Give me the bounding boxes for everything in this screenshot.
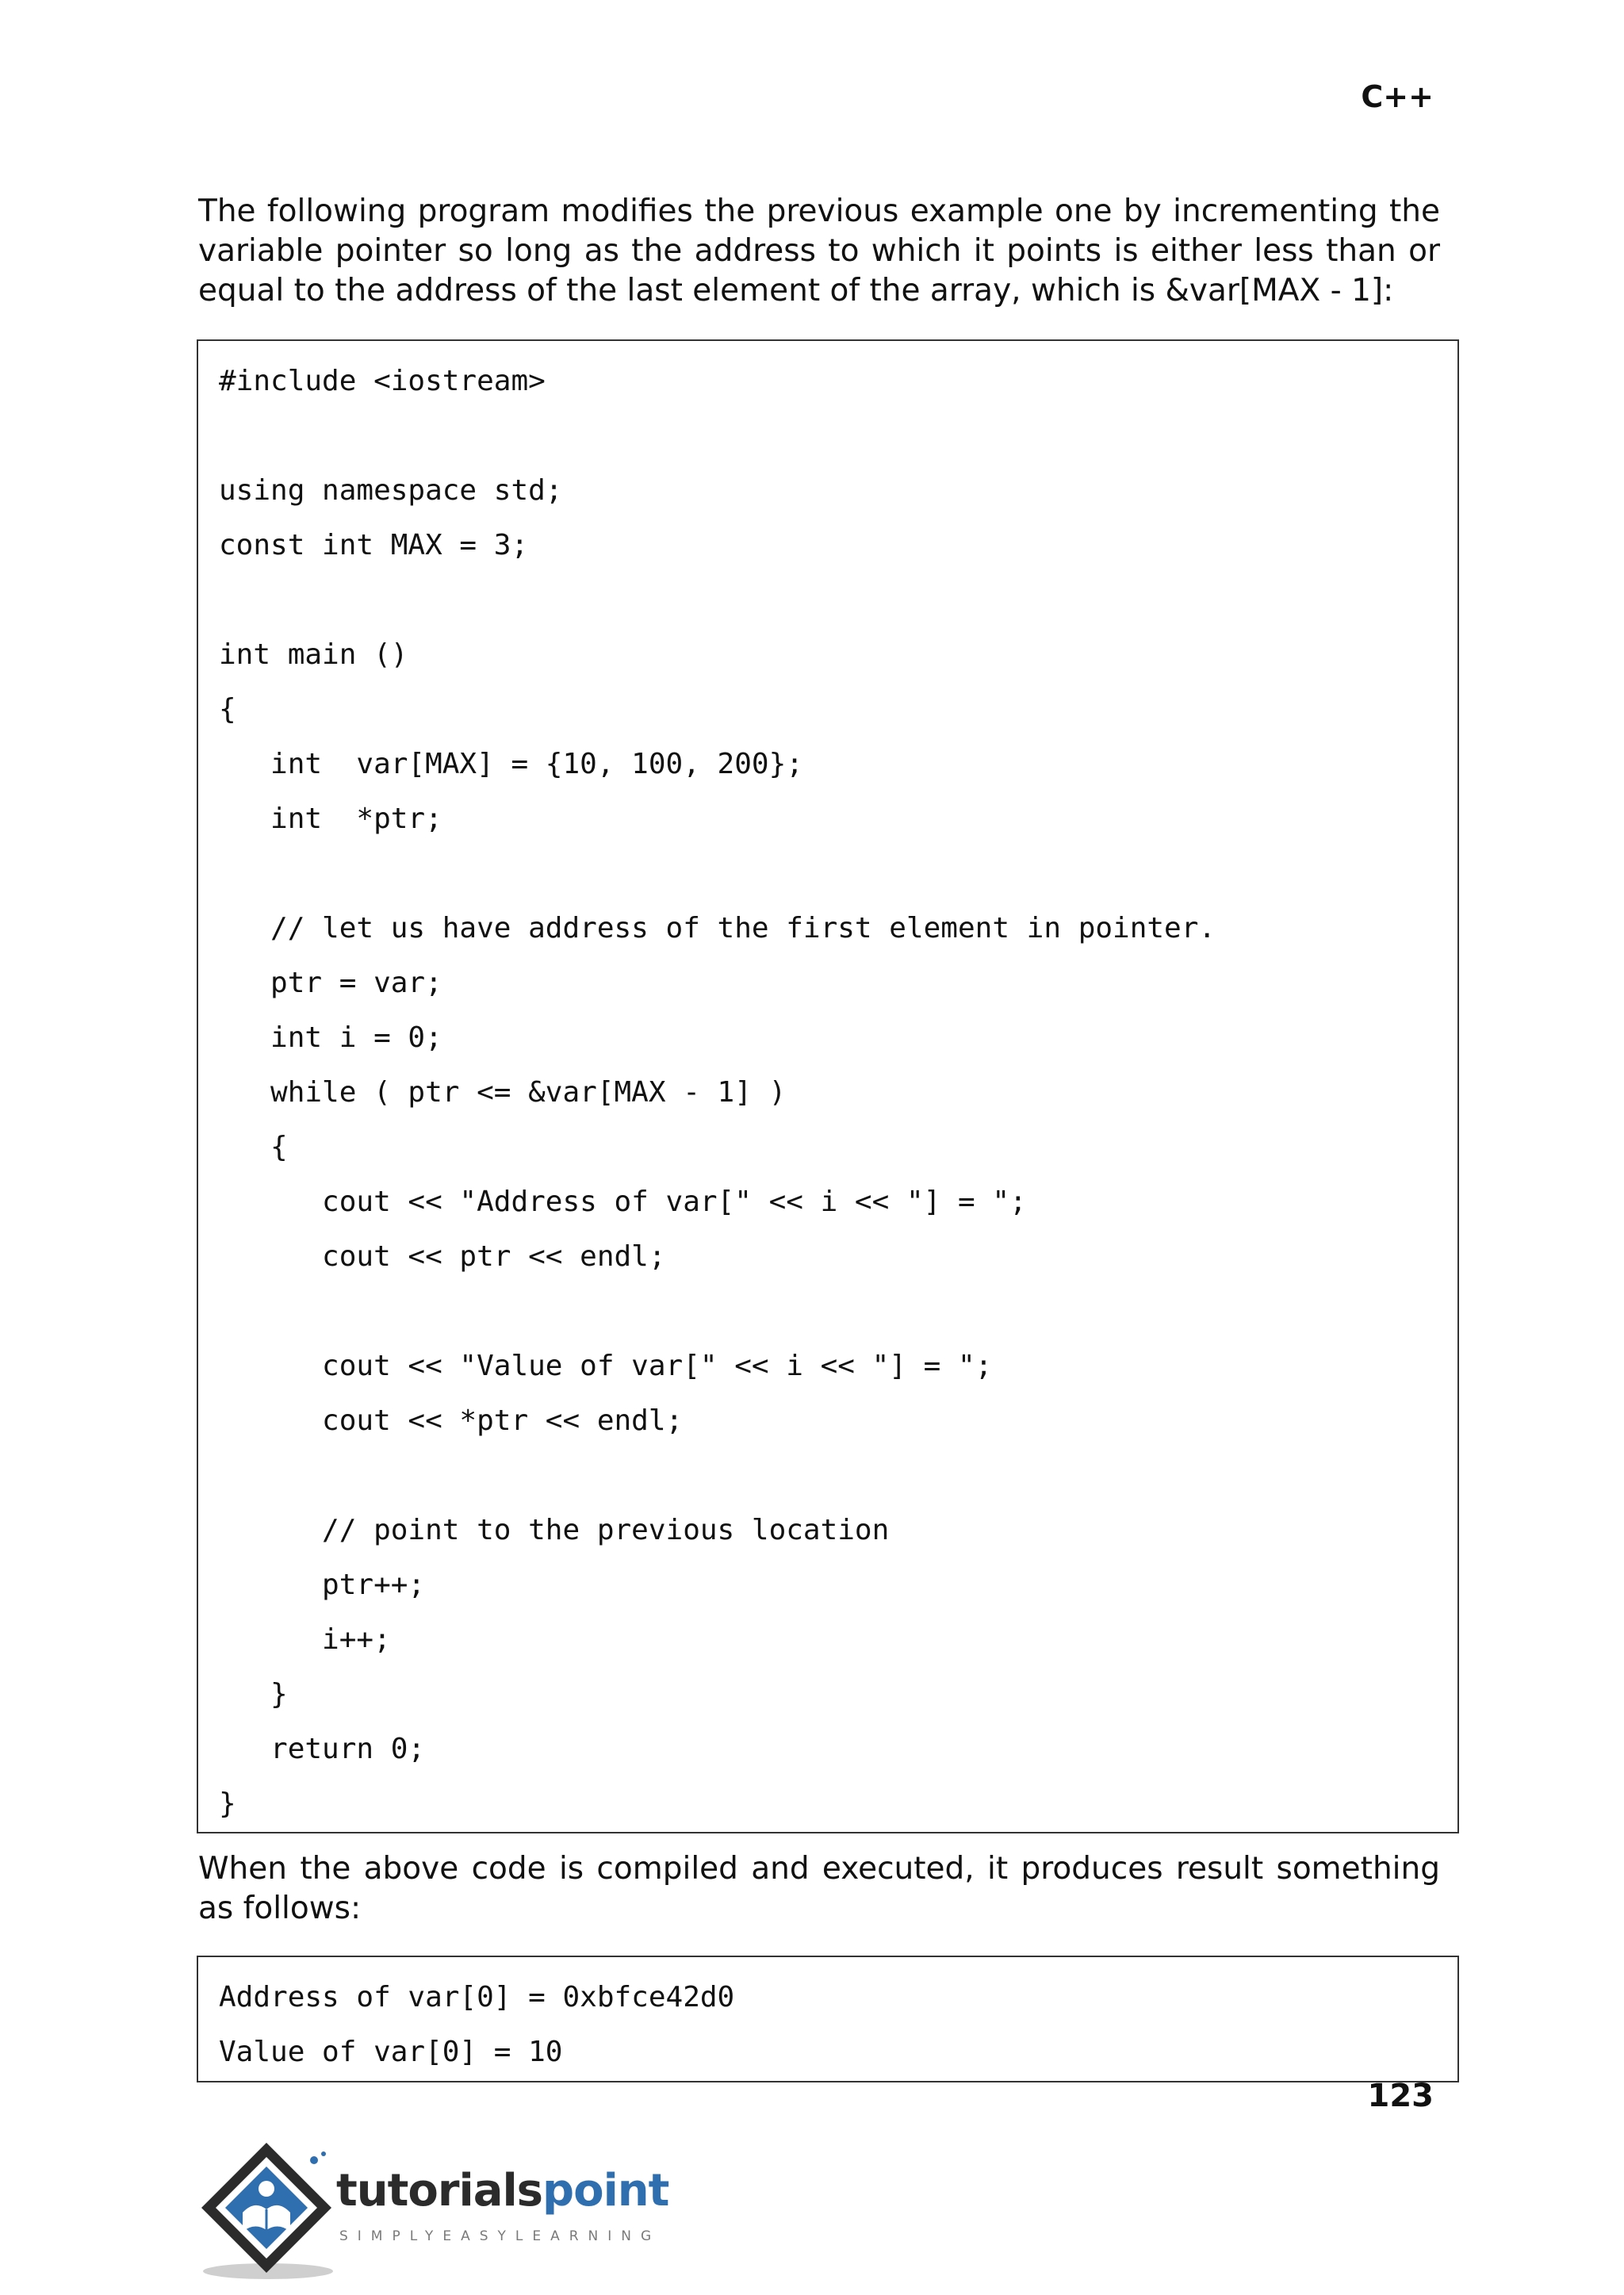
code-line	[219, 846, 1437, 901]
code-block	[197, 339, 1459, 1833]
code-line: cout << "Address of var[" << i << "] = ";	[219, 1186, 1027, 1218]
code-line: // point to the previous location	[219, 1514, 890, 1546]
code-line	[219, 408, 1437, 463]
code-line: {	[219, 1131, 288, 1163]
code-line: {	[219, 693, 236, 726]
code-line: return 0;	[219, 1733, 426, 1765]
code-line: cout << "Value of var[" << i << "] = ";	[219, 1350, 993, 1382]
code-line: int i = 0;	[219, 1021, 442, 1054]
code-line: using namespace std;	[219, 474, 563, 507]
logo-word-point: point	[542, 2165, 669, 2216]
output-line: Address of var[0] = 0xbfce42d0	[219, 1981, 735, 2013]
code-line: i++;	[219, 1623, 391, 1656]
logo-wordmark	[336, 2165, 668, 2216]
code-line: cout << ptr << endl;	[219, 1240, 666, 1273]
logo-tagline: SIMPLYEASYLEARNING	[339, 2228, 661, 2244]
code-line: while ( ptr <= &var[MAX - 1] )	[219, 1076, 787, 1109]
code-line	[219, 573, 1437, 627]
intro-paragraph: The following program modifies the previous example one by incrementing the variable pointer so long as the address to which it points is either less than or equal to the address of the last element of the array, which is &var[MAX - 1]:	[198, 193, 1440, 308]
code-line: int main ()	[219, 638, 408, 671]
code-line: }	[219, 1678, 288, 1711]
output-line: Value of var[0] = 10	[219, 2036, 563, 2068]
code-line: }	[219, 1787, 236, 1820]
code-line: int *ptr;	[219, 803, 442, 835]
tutorialspoint-logo	[195, 2136, 703, 2287]
result-paragraph: When the above code is compiled and executed, it produces result something as follows:	[198, 1851, 1440, 1926]
code-line: int var[MAX] = {10, 100, 200};	[219, 748, 803, 780]
code-line: // let us have address of the first element in pointer.	[219, 912, 1216, 944]
code-line: #include <iostream>	[219, 365, 546, 397]
logo-word-tutorials: tutorials	[336, 2165, 543, 2216]
code-line: const int MAX = 3;	[219, 529, 529, 561]
output-block	[197, 1956, 1459, 2082]
header-title: C++	[1361, 79, 1434, 114]
page-number: 123	[1367, 2078, 1434, 2114]
code-line	[219, 1448, 1437, 1503]
code-line: cout << *ptr << endl;	[219, 1404, 684, 1437]
book-diamond-icon	[195, 2136, 354, 2287]
code-line: ptr = var;	[219, 967, 442, 999]
code-line	[219, 1284, 1437, 1339]
code-line: ptr++;	[219, 1569, 426, 1601]
